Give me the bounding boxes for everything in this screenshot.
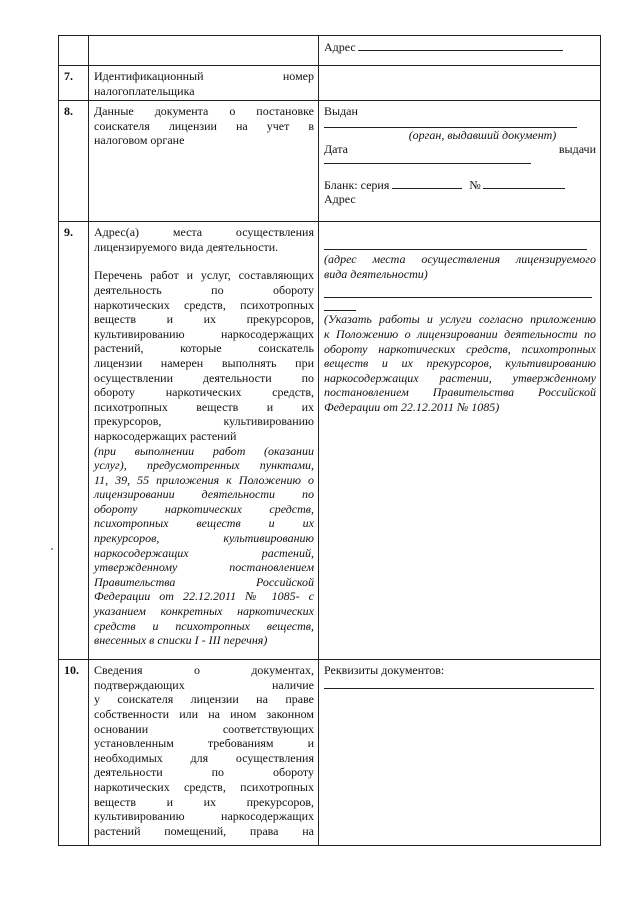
note-line: внесенных в списки I - III перечня) [94,633,268,648]
issued-label: Выдан [324,104,358,119]
desc-line: наркотических средств, психотропных [94,779,314,794]
scan-speck [51,548,53,550]
note-line: (при выполнении работ (оказании [94,443,314,458]
desc-line: Адрес(а) места осуществления [94,225,314,240]
desc-line: лицензируемого вида деятельности. [94,239,279,254]
premises-value-cell [319,660,601,846]
row-number: 7. [59,66,89,101]
note-line: 11, 39, 55 приложения к Положению о [94,472,314,487]
desc-line: собственности или на ином законном [94,706,314,721]
date-blank-line[interactable] [324,157,531,164]
desc-line: осуществлении деятельности по [94,370,314,385]
desc-line: обороту наркотических средств, [94,385,314,400]
note-line: психотропных веществ и их [94,516,314,531]
desc-line: необходимых для осуществления [94,750,314,765]
series-blank[interactable] [392,178,462,189]
works-hint-line: веществ и их прекурсоров, культивированию [324,356,596,371]
desc-line: деятельность по обороту [94,282,314,297]
activity-address-blank-line[interactable] [324,239,587,250]
table-row-8 [59,101,601,222]
date-line [324,142,596,157]
works-blank-line[interactable] [324,295,592,298]
works-hint-line: обороту наркотических средств, психотропных [324,341,596,356]
desc-line: Идентификационный номер [94,69,314,83]
desc-line: лицензии намерен выполнять при [94,355,314,370]
note-line: наркосодержащих растений, [94,545,314,560]
table-row-10 [59,660,601,846]
activity-value-cell [319,222,601,660]
address-hint-line: вида деятельности) [324,266,428,281]
works-hint-line: постановлением Правительства Российской [324,385,596,400]
desc-line: основании соответствующих [94,721,314,736]
row-desc-activity [89,222,319,660]
address-label: Адрес [324,40,356,54]
row-number: 9. [59,222,89,660]
row-number: 10. [59,660,89,846]
date-suffix: выдачи [558,142,596,157]
blank-series-line [324,178,596,193]
desc-line: наркосодержащих растений [94,428,237,443]
desc-line: подтверждающих наличие [94,677,314,692]
requisites-blank-line[interactable] [324,678,594,689]
note-line: указанием конкретных наркотических [94,604,314,619]
desc-line: соискателя лицензии на учет в [94,118,314,133]
works-hint-line: наркосодержащих растении, утвержденному [324,370,596,385]
number-blank[interactable] [483,178,565,189]
date-label: Дата [324,142,348,157]
desc-line: Перечень работ и услуг, составляющих [94,268,314,283]
desc-line: веществ и их прекурсоров, [94,794,314,809]
works-hint-line: (Указать работы и услуги согласно приложению [324,312,596,327]
desc-line: психотропных веществ и их [94,399,314,414]
row-desc-inn [89,66,319,101]
desc-line: Сведения о документах, [94,663,314,678]
row-desc-empty [89,36,319,66]
works-hint-line: Федерации от 22.12.2011 № 1085) [324,399,500,414]
note-line: обороту наркотических средств, [94,501,314,516]
desc-line: веществ и их прекурсоров, [94,312,314,327]
address-hint-line: (адрес места осуществления лицензируемого [324,252,596,267]
row-number: 8. [59,101,89,222]
desc-line: установленным требованиям и [94,736,314,751]
row-desc-premises-docs [89,660,319,846]
note-line: Федерации от 22.12.2011 № 1085- с [94,589,314,604]
requisites-label: Реквизиты документов: [324,663,445,678]
desc-line: налоговом органе [94,133,185,148]
table-row-9 [59,222,601,660]
blank-series-label: Бланк: серия [324,177,390,192]
note-line: лицензировании деятельности по [94,487,314,502]
desc-line: прекурсоров, культивированию [94,414,314,429]
row-desc-tax-doc [89,101,319,222]
desc-line: Данные документа о постановке [94,104,314,119]
note-line: утвержденному постановлением [94,560,314,575]
tax-doc-value-cell [319,101,601,222]
works-hint-line: к Положению о лицензировании деятельности по [324,326,596,341]
desc-line: деятельности по обороту [94,765,314,780]
number-sign: № [469,177,481,192]
address-blank-line[interactable] [358,40,563,51]
table-row-address-top [59,36,601,66]
desc-line: у соискателя лицензии на праве [94,692,314,707]
note-line: Правительства Российской [94,574,314,589]
tax-address-label: Адрес [324,191,356,206]
note-line: средств и психотропных веществ, [94,618,314,633]
row-number-empty [59,36,89,66]
address-field-cell [319,36,601,66]
note-line: прекурсоров, культивированию [94,531,314,546]
desc-line: наркотических средств, психотропных [94,297,314,312]
inn-value-cell[interactable] [319,66,601,101]
desc-line: культивированию наркосодержащих [94,326,314,341]
issuer-hint: (орган, выдавший документ) [408,127,557,142]
desc-line: налогоплательщика [94,83,195,98]
desc-line: растений, которые соискатель [94,341,314,356]
note-line: услуг), предусмотренных пунктами, [94,458,314,473]
desc-line: культивированию наркосодержащих [94,809,314,824]
license-form-table [58,35,601,846]
table-row-7 [59,66,601,101]
desc-line: растений помещений, права на [94,823,314,838]
works-blank-line-short[interactable] [324,298,356,311]
issuer-blank-line[interactable] [324,119,577,128]
